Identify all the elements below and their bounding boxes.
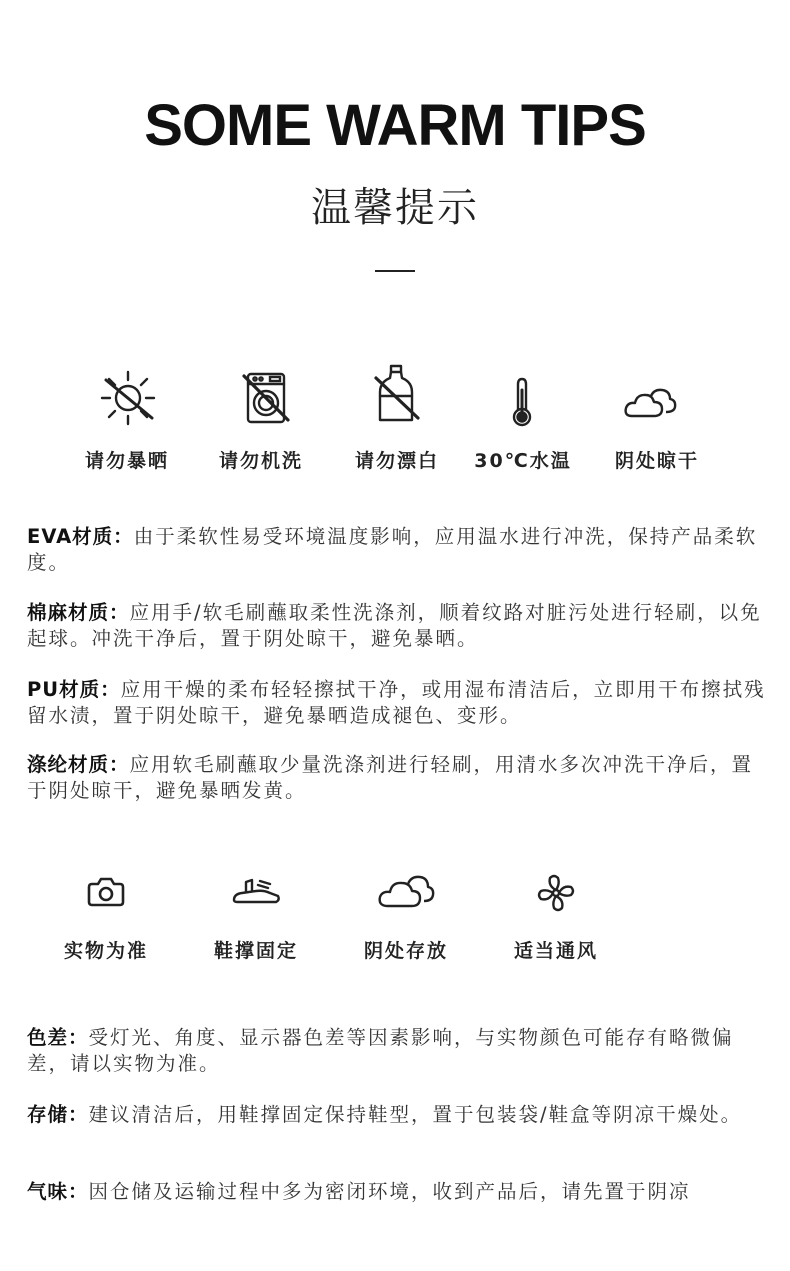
care-label-shade-dry: 阴处晾干 (614, 450, 699, 472)
cloud-icon (618, 372, 682, 436)
thermometer-icon (490, 372, 554, 436)
no-machine-wash-icon (234, 366, 298, 430)
material-cotton-linen (27, 600, 772, 652)
note-odor-text: 因仓储及运输过程中多为密闭环境，收到产品后，请先置于阴凉 (88, 1180, 691, 1203)
storage-label-shade-store: 阴处存放 (363, 940, 448, 962)
note-storage-text: 建议清洁后，用鞋撑固定保持鞋型，置于包装袋/鞋盒等阴凉干燥处。 (88, 1103, 743, 1126)
care-label-no-machine-wash: 请勿机洗 (218, 450, 303, 472)
material-eva-key: EVA材质： (27, 525, 134, 548)
material-cotton-linen-key: 棉麻材质： (27, 601, 130, 624)
material-polyester-key: 涤纶材质： (27, 753, 130, 776)
note-odor (27, 1179, 772, 1205)
page-title-en: SOME WARM TIPS (144, 93, 646, 158)
shoe-tree-icon (224, 860, 288, 924)
note-storage (27, 1102, 772, 1128)
no-sun-icon (96, 366, 160, 430)
care-label-no-sun: 请勿暴晒 (84, 450, 169, 472)
care-label-water-temp: 30℃水温 (474, 450, 572, 472)
note-color-difference-text: 受灯光、角度、显示器色差等因素影响，与实物颜色可能存有略微偏差，请以实物为准。 (27, 1026, 734, 1075)
note-odor-key: 气味： (27, 1180, 89, 1203)
title-divider (375, 270, 415, 272)
fan-icon (524, 860, 588, 924)
material-pu-text: 应用干燥的柔布轻轻擦拭干净，或用湿布清洁后，立即用干布擦拭残留水渍，置于阴处晾干，避免暴晒造成褪色、变形。 (27, 678, 766, 727)
material-pu-key: PU材质： (27, 678, 121, 701)
material-eva-text: 由于柔软性易受环境温度影响，应用温水进行冲洗，保持产品柔软度。 (27, 525, 758, 574)
storage-label-shoe-tree: 鞋撑固定 (213, 940, 298, 962)
material-polyester-text: 应用软毛刷蘸取少量洗涤剂进行轻刷，用清水多次冲洗干净后，置于阴处晾干，避免暴晒发黄。 (27, 753, 754, 802)
material-cotton-linen-text: 应用手/软毛刷蘸取柔性洗涤剂，顺着纹路对脏污处进行轻刷，以免起球。冲洗干净后，置于阴处晾干，避免暴晒。 (27, 601, 762, 650)
note-color-difference (27, 1025, 772, 1077)
note-storage-key: 存储： (27, 1103, 89, 1126)
material-pu (27, 677, 772, 729)
cloud-icon (374, 860, 438, 924)
note-color-difference-key: 色差： (27, 1026, 89, 1049)
no-bleach-icon (364, 362, 428, 426)
page-title-cn: 温馨提示 (311, 185, 479, 231)
material-eva (27, 524, 772, 576)
storage-label-actual-item: 实物为准 (63, 940, 148, 962)
care-label-no-bleach: 请勿漂白 (354, 450, 439, 472)
material-polyester (27, 752, 772, 804)
camera-icon (74, 860, 138, 924)
storage-label-ventilate: 适当通风 (513, 940, 598, 962)
